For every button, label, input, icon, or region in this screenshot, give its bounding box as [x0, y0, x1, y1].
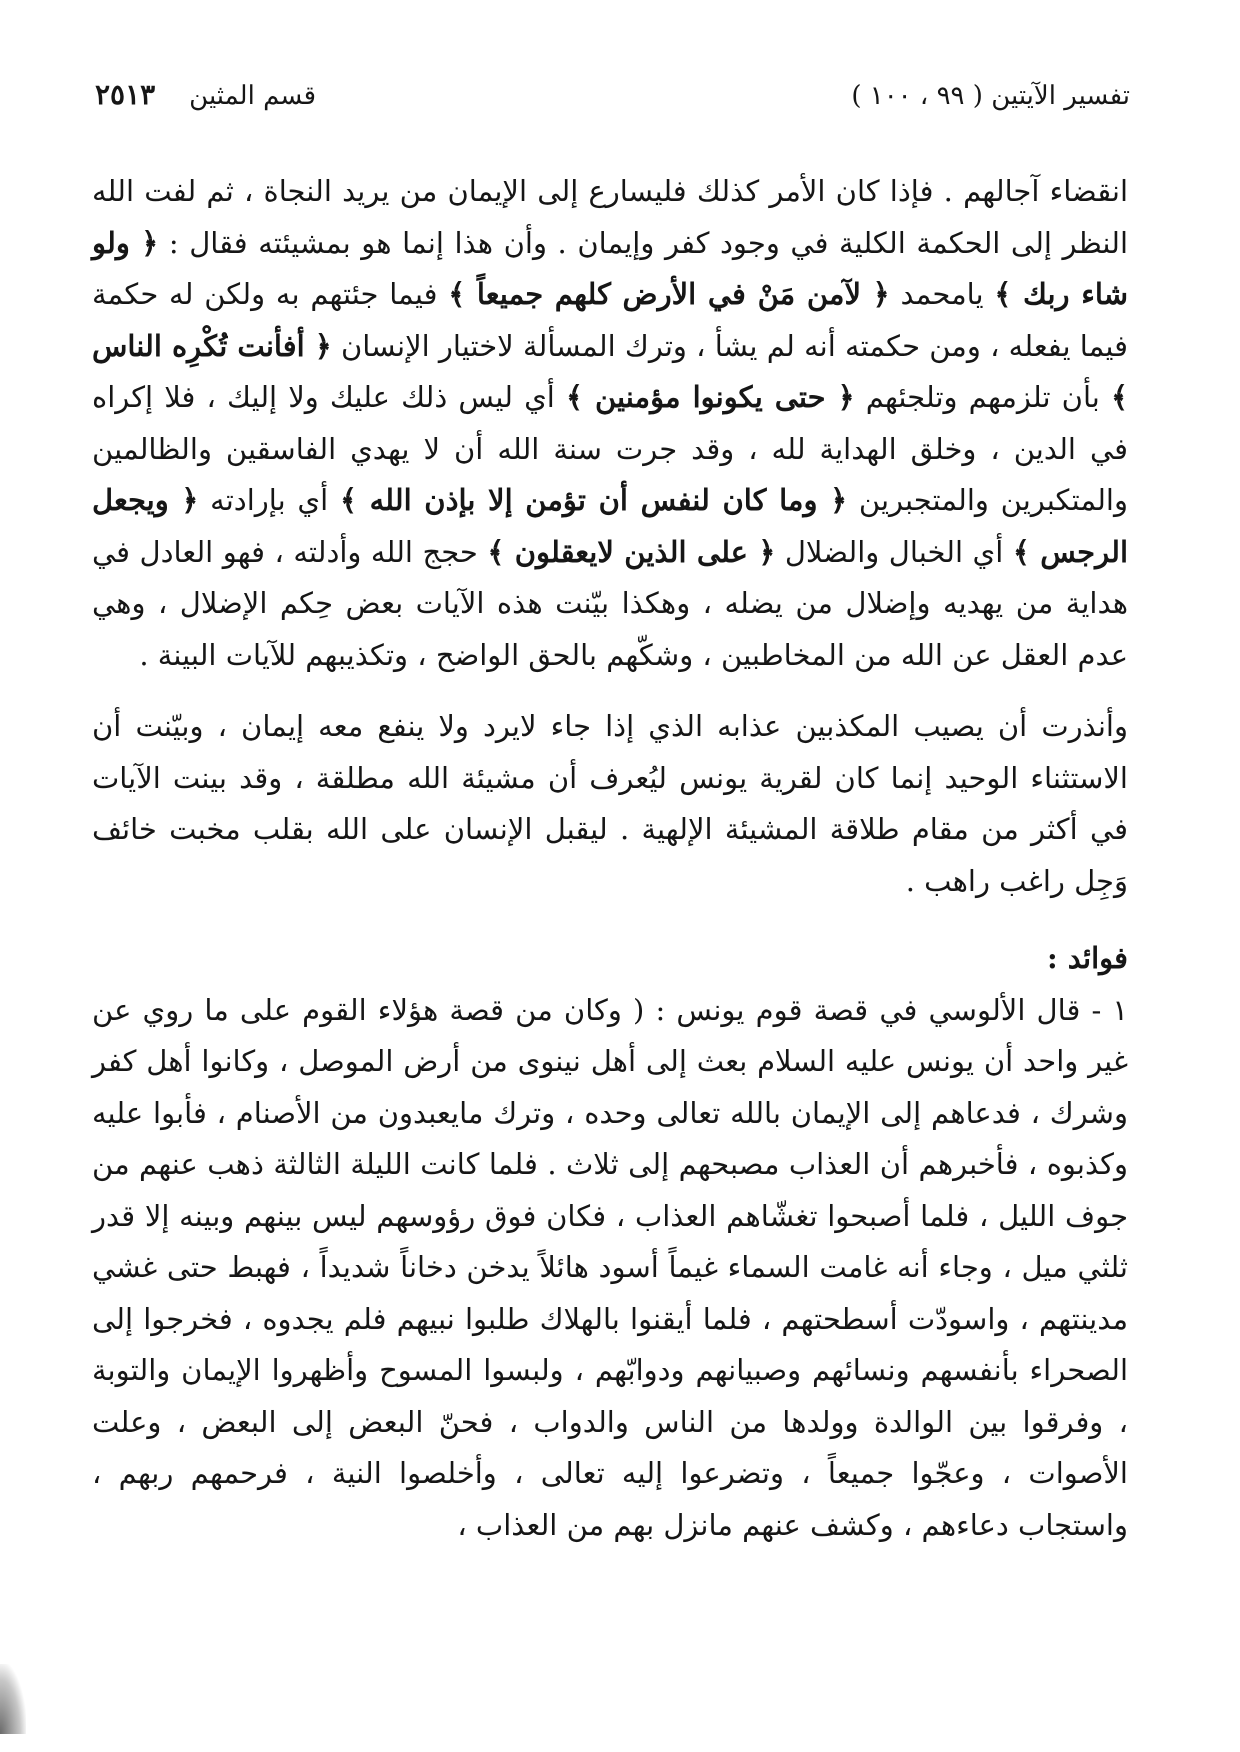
quran-quote: ﴿ وما كان لنفس أن تؤمن إلا بإذن الله ﴾ [339, 483, 848, 517]
commentary-text: فيما جئتهم به ولكن له حكمة فيما يفعله ، ومن حكمته أنه لم يشأ ، وترك المسألة لاختيار الإنسان [92, 277, 1128, 363]
quran-quote: ﴿ أفأنت تُكْرِه الناس ﴾ [92, 328, 1128, 414]
commentary-text: يامحمد [889, 277, 995, 311]
page-number: ٢٥١٣ [95, 78, 156, 111]
paragraph-gap [92, 907, 1128, 927]
chapter-title: تفسير الآيتين ( ٩٩ ، ١٠٠ ) [851, 81, 1130, 111]
quran-quote: ﴿ على الذين لايعقلون ﴾ [487, 534, 776, 569]
quran-quote: ﴿ ولو شاء ربك ﴾ [92, 225, 1128, 311]
commentary-text: أي ليس ذلك عليك ولا إليك ، فلا إكراه في الدين ، وخلق الهداية لله ، وقد جرت سنة الله أن لا يهدي الفاسقين والظالمين والمتكبرين والمتجبرين [92, 380, 1128, 517]
page-header [95, 78, 1130, 111]
scan-edge-mark [0, 1664, 26, 1734]
header-left-group [95, 78, 316, 111]
section-heading: فوائد : [1047, 941, 1128, 975]
commentary-text: بأن تلزمهم وتلجئهم [854, 380, 1111, 414]
quran-quote: ﴿ حتى يكونوا مؤمنين ﴾ [565, 380, 855, 414]
section-title: قسم المثين [189, 81, 317, 111]
paragraph-3: ١ - قال الألوسي في قصة قوم يونس : ( وكان من قصة هؤلاء القوم على ما روي عن غير واحد أن يونس عليه السلام بعث إلى أهل نينوى من أرض الموصل ، وكانوا أهل كفر وشرك ، فدعاهم إلى الإيمان بالله تعالى وحده ، وترك مايعبدون من الأصنام ، فأبوا عليه وكذبوه ، فأخبرهم أن العذاب مصبحهم إلى ثلاث . فلما كانت الليلة الثالثة ذهب عنهم من جوف الليل ، فلما أصبحوا تغشّاهم العذاب ، فكان فوق رؤوسهم ليس بينهم وبينه إلا قدر ثلثي ميل ، وجاء أنه غامت السماء غيماً أسود هائلاً يدخن دخاناً شديداً ، فهبط حتى غشي مدينتهم ، واسودّت أسطحتهم ، فلما أيقنوا بالهلاك طلبوا نبيهم فلم يجدوه ، فخرجوا إلى الصحراء بأنفسهم ونسائهم وصبيانهم ودوابّهم ، ولبسوا المسوح وأظهروا الإيمان والتوبة ، وفرقوا بين الوالدة وولدها من الناس والدواب ، فحنّ البعض إلى البعض ، وعلت الأصوات ، وعجّوا جميعاً ، وتضرعوا إليه تعالى ، وأخلصوا النية ، فرحمهم ربهم ، واستجاب دعاءهم ، وكشف عنهم مانزل بهم من العذاب ، [92, 992, 1128, 1542]
paragraph-2: وأنذرت أن يصيب المكذبين عذابه الذي إذا جاء لايرد ولا ينفع معه إيمان ، وبيّنت أن الاستثناء الوحيد إنما كان لقرية يونس ليُعرف أن مشيئة الله مطلقة ، وقد بينت الآيات في أكثر من مقام طلاقة المشيئة الإلهية . ليقبل الإنسان على الله بقلب مخبت خائف وَجِل راغب راهب . [92, 709, 1128, 898]
commentary-text: حجج الله وأدلته ، فهو العادل في هداية من يهديه وإضلال من يضله ، وهكذا بيّنت هذه الآيات بعض حِكم الإضلال ، وهي عدم العقل عن الله من المخاطبين ، وشكّهم بالحق الواضح ، وتكذيبهم للآيات البينة . [92, 534, 1128, 672]
quran-quote: ﴿ لآمن مَنْ في الأرض كلهم جميعاً ﴾ [448, 277, 890, 311]
commentary-text: انقضاء آجالهم . فإذا كان الأمر كذلك فليسارع إلى الإيمان من يريد النجاة ، ثم لفت الله النظر إلى الحكمة الكلية في وجود كفر وإيمان . وأن هذا إنما هو بمشيئته فقال : [92, 174, 1128, 260]
commentary-text: أي بإرادته [198, 483, 340, 517]
quran-quote: ﴿ ويجعل الرجس ﴾ [92, 483, 1128, 569]
paragraph-1 [92, 166, 1128, 681]
paragraph-gap [92, 681, 1128, 701]
page-body [92, 166, 1128, 1551]
commentary-text: أي الخبال والضلال [775, 534, 1013, 569]
